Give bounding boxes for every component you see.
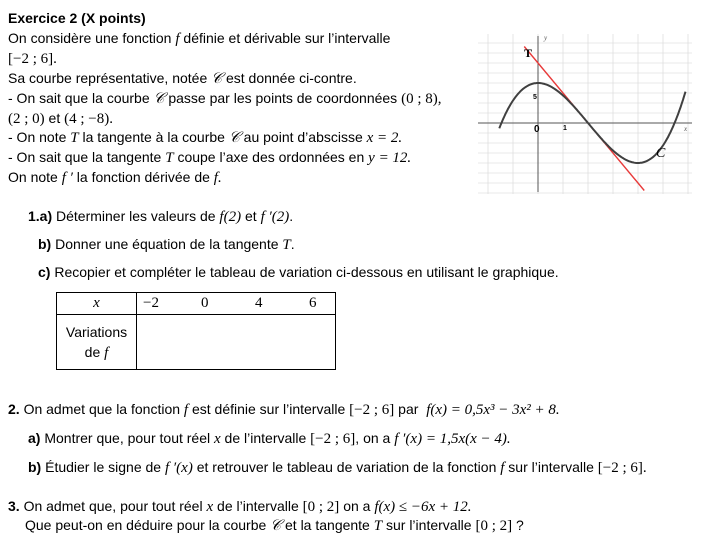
intro-line-3: Sa courbe représentative, notée 𝒞 est donnée ci-contre. bbox=[8, 70, 357, 87]
tick-label-1: 1 bbox=[563, 125, 567, 132]
y-axis-label: y bbox=[544, 34, 548, 42]
question-3-follow-up: Que peut-on en déduire pour la courbe 𝒞 et la tangente T sur l’intervalle [0 ; 2] ? bbox=[25, 517, 524, 534]
intro-line-2: [−2 ; 6]. bbox=[8, 51, 57, 67]
question-2: 2. On admet que la fonction f est définie sur l’intervalle [−2 ; 6] par f(x) = 0,5x³ − 3x² + 8. bbox=[8, 401, 560, 418]
function-graph bbox=[478, 30, 698, 196]
question-1c: c) Recopier et compléter le tableau de variation ci-dessous en utilisant le graphique. bbox=[38, 264, 559, 280]
table-value-minus2: −2 bbox=[143, 295, 159, 311]
table-value-0: 0 bbox=[201, 295, 209, 311]
curve-label: C bbox=[656, 146, 666, 161]
exercise-title: Exercice 2 (X points) bbox=[8, 10, 146, 26]
variation-table bbox=[56, 292, 336, 370]
intro-line-4: - On sait que la courbe 𝒞 passe par les points de coordonnées (0 ; 8), bbox=[8, 90, 442, 107]
question-1b: b) Donner une équation de la tangente T. bbox=[38, 236, 295, 253]
graph-svg bbox=[478, 30, 698, 196]
table-value-6: 6 bbox=[309, 295, 317, 311]
intro-line-7: - On sait que la tangente T coupe l’axe des ordonnées en y = 12. bbox=[8, 149, 412, 166]
intro-line-8: On note f ′ la fonction dérivée de f. bbox=[8, 169, 222, 186]
graph-axes bbox=[478, 36, 692, 192]
tick-label-0: 0 bbox=[534, 124, 540, 135]
table-variations-cell[interactable] bbox=[137, 315, 336, 370]
table-x-header: x bbox=[57, 293, 137, 315]
graph-grid bbox=[478, 34, 692, 194]
question-1a: 1.a) Déterminer les valeurs de f(2) et f ′(2). bbox=[28, 208, 294, 225]
intro-line-1: On considère une fonction f définie et dérivable sur l’intervalle bbox=[8, 30, 391, 47]
question-2b: b) Étudier le signe de f ′(x) et retrouver le tableau de variation de la fonction f sur l’intervalle [−2 ; 6]. bbox=[28, 459, 647, 476]
x-axis-label: x bbox=[684, 125, 688, 133]
table-value-4: 4 bbox=[255, 295, 263, 311]
question-3: 3. On admet que, pour tout réel x de l’intervalle [0 ; 2] on a f(x) ≤ −6x + 12. bbox=[8, 498, 472, 515]
tangent-label: T bbox=[524, 46, 533, 60]
intro-line-6: - On note T la tangente à la courbe 𝒞 au point d’abscisse x = 2. bbox=[8, 129, 403, 146]
tick-label-5: 5 bbox=[533, 94, 537, 101]
question-2a: a) Montrer que, pour tout réel x de l’intervalle [−2 ; 6], on a f ′(x) = 1,5x(x − 4). bbox=[28, 430, 511, 447]
table-variations-label: Variations de f bbox=[57, 315, 137, 370]
table-x-values bbox=[137, 293, 336, 315]
intro-line-5: (2 ; 0) et (4 ; −8). bbox=[8, 110, 114, 127]
